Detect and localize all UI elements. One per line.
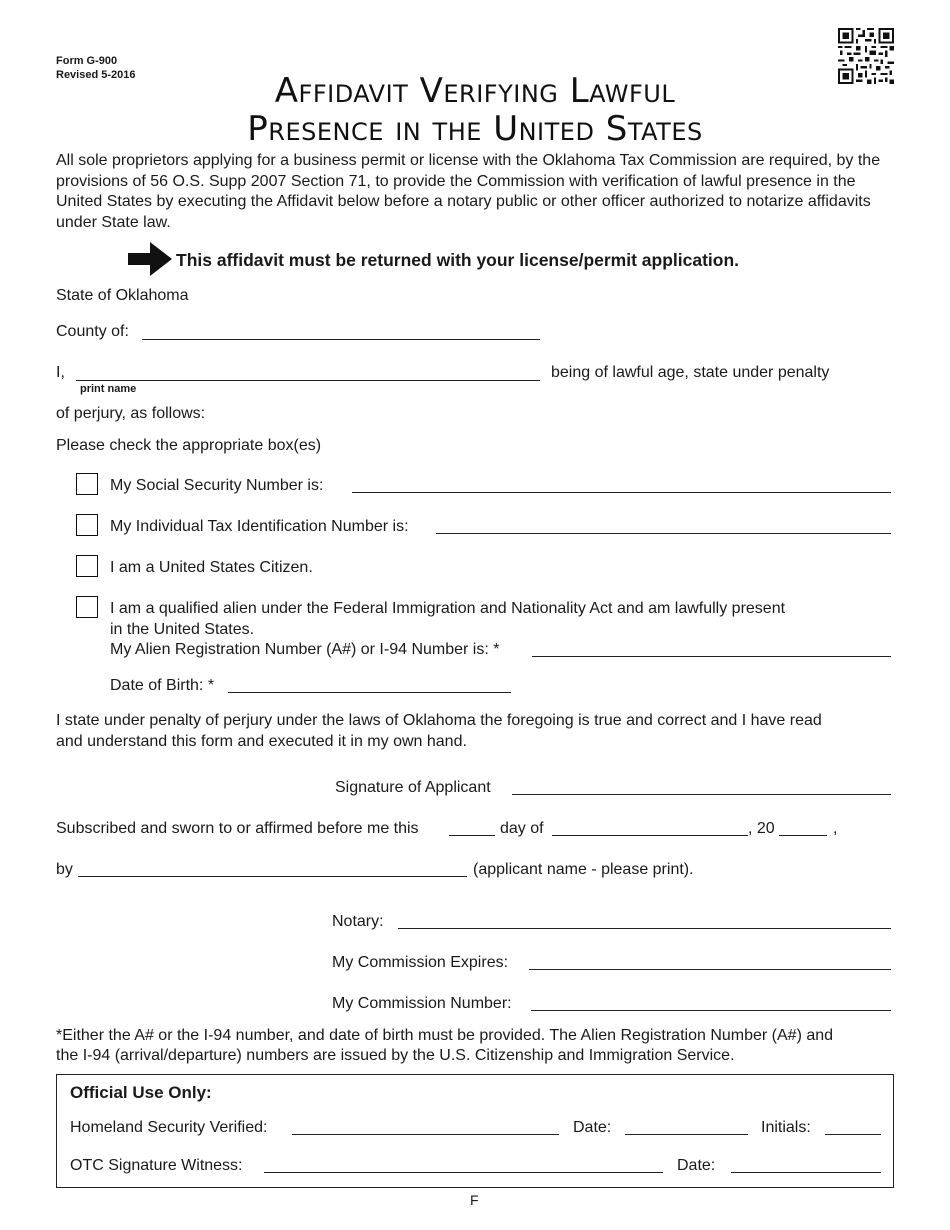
commission-number-label: My Commission Number: bbox=[332, 995, 512, 1012]
notary-field[interactable] bbox=[398, 928, 891, 929]
title-line-2: Presence in the United States bbox=[247, 109, 703, 149]
state-label: State of Oklahoma bbox=[56, 287, 189, 304]
form-number: Form G-900 bbox=[56, 55, 118, 67]
applicant-signature-field[interactable] bbox=[512, 794, 891, 795]
footnote-line-2: the I-94 (arrival/departure) numbers are issued by the U.S. Citizenship and Immigration Service. bbox=[56, 1047, 735, 1064]
county-label: County of: bbox=[56, 323, 129, 340]
month-field[interactable] bbox=[552, 835, 748, 836]
alien-number-field[interactable] bbox=[532, 656, 891, 657]
otc-witness-field[interactable] bbox=[264, 1172, 663, 1173]
homeland-security-label: Homeland Security Verified: bbox=[70, 1119, 268, 1136]
declaration-line-1: I state under penalty of perjury under the laws of Oklahoma the foregoing is true and correct and I have read bbox=[56, 712, 822, 729]
lawful-age-text: being of lawful age, state under penalty bbox=[551, 364, 830, 381]
initials-field[interactable] bbox=[825, 1134, 881, 1135]
homeland-security-field[interactable] bbox=[292, 1134, 559, 1135]
ssn-field[interactable] bbox=[352, 492, 891, 493]
by-label: by bbox=[56, 861, 73, 878]
year-field[interactable] bbox=[779, 835, 827, 836]
return-notice: This affidavit must be returned with your license/permit application. bbox=[176, 250, 740, 270]
county-field[interactable] bbox=[142, 339, 540, 340]
check-instruction: Please check the appropriate box(es) bbox=[56, 437, 322, 454]
itin-field[interactable] bbox=[436, 533, 891, 534]
year-prefix: , 20 bbox=[748, 820, 775, 837]
initials-label: Initials: bbox=[761, 1119, 811, 1136]
otc-witness-label: OTC Signature Witness: bbox=[70, 1157, 243, 1174]
applicant-name-hint: (applicant name - please print). bbox=[473, 861, 694, 878]
perjury-text: of perjury, as follows: bbox=[56, 405, 206, 422]
qualified-alien-line-1: I am a qualified alien under the Federal Immigration and Nationality Act and am lawfully present bbox=[110, 600, 786, 617]
alien-number-label: My Alien Registration Number (A#) or I-94 Number is: * bbox=[110, 641, 500, 658]
itin-label: My Individual Tax Identification Number is: bbox=[110, 518, 409, 535]
intro-paragraph: All sole proprietors applying for a business permit or license with the Oklahoma Tax Commission are required, by the provisions of 56 O.S. Supp 2007 Section 71, to provide the Commission with verification of lawful presence in the United States by executing the Affidavit below before a notary public or other officer authorized to notarize affidavits under State law. bbox=[56, 152, 881, 231]
day-of-text: day of bbox=[500, 820, 544, 837]
revision-date: Revised 5-2016 bbox=[56, 69, 136, 81]
itin-checkbox[interactable] bbox=[76, 514, 98, 536]
citizen-label: I am a United States Citizen. bbox=[110, 559, 313, 576]
commission-number-field[interactable] bbox=[531, 1010, 891, 1011]
i-label: I, bbox=[56, 364, 65, 381]
homeland-date-field[interactable] bbox=[625, 1134, 748, 1135]
notary-label: Notary: bbox=[332, 913, 384, 930]
ssn-checkbox[interactable] bbox=[76, 473, 98, 495]
day-field[interactable] bbox=[449, 835, 495, 836]
title-line-1: Affidavit Verifying Lawful bbox=[274, 71, 676, 111]
year-comma: , bbox=[833, 820, 838, 837]
dob-label: Date of Birth: * bbox=[110, 677, 215, 694]
footnote-line-1: *Either the A# or the I-94 number, and date of birth must be provided. The Alien Registration Number (A#) and bbox=[56, 1027, 834, 1044]
ssn-label: My Social Security Number is: bbox=[110, 477, 324, 494]
subscribed-text: Subscribed and sworn to or affirmed before me this bbox=[56, 820, 419, 837]
commission-expires-label: My Commission Expires: bbox=[332, 954, 509, 971]
witness-date-field[interactable] bbox=[731, 1172, 881, 1173]
qualified-alien-checkbox[interactable] bbox=[76, 596, 98, 618]
applicant-signature-label: Signature of Applicant bbox=[335, 779, 491, 796]
qualified-alien-line-2: in the United States. bbox=[110, 621, 255, 638]
homeland-date-label: Date: bbox=[573, 1119, 612, 1136]
commission-expires-field[interactable] bbox=[529, 969, 891, 970]
arrow-right-icon bbox=[128, 242, 172, 276]
print-name-field[interactable] bbox=[76, 380, 540, 381]
official-use-heading: Official Use Only: bbox=[70, 1083, 212, 1102]
witness-date-label: Date: bbox=[677, 1157, 716, 1174]
dob-field[interactable] bbox=[228, 692, 511, 693]
print-name-hint: print name bbox=[80, 383, 137, 395]
page-mark: F bbox=[470, 1192, 479, 1208]
citizen-checkbox[interactable] bbox=[76, 555, 98, 577]
declaration-line-2: and understand this form and executed it in my own hand. bbox=[56, 733, 467, 750]
applicant-name-field[interactable] bbox=[78, 876, 467, 877]
